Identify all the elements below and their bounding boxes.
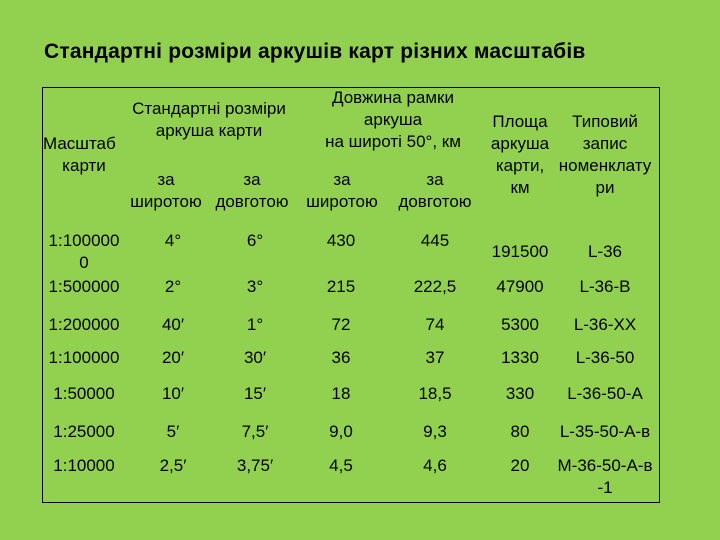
table-row-nomenclature: L-35-50-A-в (559, 422, 651, 441)
table-row-lon-km: 445 (420, 231, 450, 250)
header-area-line3: карти, (495, 156, 545, 175)
table-row-scale: 1:500000 (48, 277, 120, 296)
table-row-scale: 1:200000 (48, 315, 120, 334)
header-by-longitude-frame (389, 169, 481, 213)
table-row-lat-size: 4° (164, 231, 182, 250)
table-row-nomenclature: L-36-50-A (567, 384, 643, 403)
header-frame-length-line3: на широті 50°, км (325, 132, 461, 151)
table-row-lon-size: 3° (246, 277, 264, 296)
table-row-area: 5300 (501, 315, 539, 334)
header-by-longitude-sheet (209, 169, 295, 213)
table-row-area: 330 (505, 384, 535, 403)
header-frame-length-line1: Довжина рамки (332, 88, 454, 107)
header-area-line2: аркуша (490, 134, 550, 153)
table-row-lat-km: 18 (331, 384, 351, 403)
table-row-nomenclature (551, 455, 659, 499)
header-area-line1: Площа (492, 112, 548, 131)
header-sheet-size-line2: аркуша карти (155, 121, 263, 140)
header-frame-length-line2: аркуша (363, 110, 423, 129)
table-row-lon-size: 7,5′ (241, 422, 269, 441)
table-row-lon-size: 1° (246, 315, 264, 334)
table-row-lat-km: 4,5 (329, 456, 353, 475)
table-row-lon-km: 4,6 (423, 456, 447, 475)
table-row-scale-line2: 0 (79, 253, 89, 272)
header-by-latitude-frame (299, 169, 385, 213)
header-nomenclature-line4: ри (595, 178, 615, 197)
table-row-lat-size: 2° (164, 277, 182, 296)
header-by-longitude-frame-line2: довготою (398, 192, 472, 211)
table-row-lat-size: 40′ (161, 315, 185, 334)
header-scale-line2: карти (62, 156, 106, 175)
header-sheet-size-line1: Стандартні розміри (132, 99, 286, 118)
table-row-lat-km: 36 (331, 348, 351, 367)
table-row-scale: 1:10000 (53, 456, 115, 475)
table-row-lat-km: 72 (331, 315, 351, 334)
table-row-lat-km: 430 (326, 231, 356, 250)
header-by-latitude-frame-line1: за (333, 170, 351, 189)
table-row-area: 20 (510, 456, 530, 475)
table-row-lon-size: 3,75′ (236, 456, 274, 475)
header-by-longitude-sheet-line1: за (243, 170, 261, 189)
table-row-scale: 1:25000 (53, 422, 115, 441)
table-row-lon-size: 15′ (243, 384, 267, 403)
table-row-area: 80 (510, 422, 530, 441)
table-row-scale: 1:100000 (48, 348, 120, 367)
table-row-scale (43, 230, 125, 274)
header-area (481, 111, 559, 199)
table-row-lat-size: 2,5′ (159, 456, 187, 475)
table-row-lat-size: 5′ (166, 422, 180, 441)
table-row-lat-size: 20′ (161, 348, 185, 367)
header-nomenclature-line3: номенклату (558, 156, 652, 175)
slide-title: Стандартні розміри аркушів карт різних масштабів (44, 40, 586, 63)
header-scale (43, 133, 125, 177)
header-by-longitude-frame-line1: за (426, 170, 444, 189)
header-area-line4: км (510, 178, 530, 197)
table-row-area: 1330 (501, 348, 539, 367)
table-row-nomenclature: L-36-B (579, 277, 631, 296)
table-row-lon-size: 6° (246, 231, 264, 250)
table-row-scale-line1: 1:100000 (48, 231, 120, 250)
header-frame-length (305, 87, 481, 153)
header-nomenclature (551, 111, 659, 199)
table-row-nomenclature: L-36 (587, 242, 623, 261)
table-row-lon-km: 37 (425, 348, 445, 367)
table-row-nomenclature-line1: M-36-50-A-в (557, 456, 653, 475)
table-row-lon-km: 222,5 (413, 277, 457, 296)
table-row-lat-size: 10′ (161, 384, 185, 403)
table-row-lon-size: 30′ (243, 348, 267, 367)
header-by-latitude-sheet-line1: за (157, 170, 175, 189)
header-by-latitude-sheet-line2: широтою (130, 192, 202, 211)
table-row-nomenclature: L-36-50 (575, 348, 635, 367)
header-nomenclature-line1: Типовий (572, 112, 638, 131)
header-by-longitude-sheet-line2: довготою (215, 192, 289, 211)
header-scale-line1: Масштаб (43, 134, 116, 153)
table-row-nomenclature-line2: -1 (597, 478, 613, 497)
table-row-area: 47900 (496, 277, 544, 296)
table-row-lon-km: 9,3 (423, 422, 447, 441)
header-nomenclature-line2: запис (582, 134, 628, 153)
header-by-latitude-sheet (125, 169, 207, 213)
table-row-lon-km: 74 (425, 315, 445, 334)
table-row-lat-km: 9,0 (329, 422, 353, 441)
table-row-lon-km: 18,5 (418, 384, 452, 403)
table-row-scale: 1:50000 (53, 384, 115, 403)
header-by-latitude-frame-line2: широтою (306, 192, 378, 211)
table-row-area: 191500 (491, 242, 549, 261)
table-row-nomenclature: L-36-XX (573, 315, 637, 334)
header-sheet-size (125, 98, 293, 142)
sheet-sizes-table (42, 87, 660, 503)
table-row-lat-km: 215 (326, 277, 356, 296)
